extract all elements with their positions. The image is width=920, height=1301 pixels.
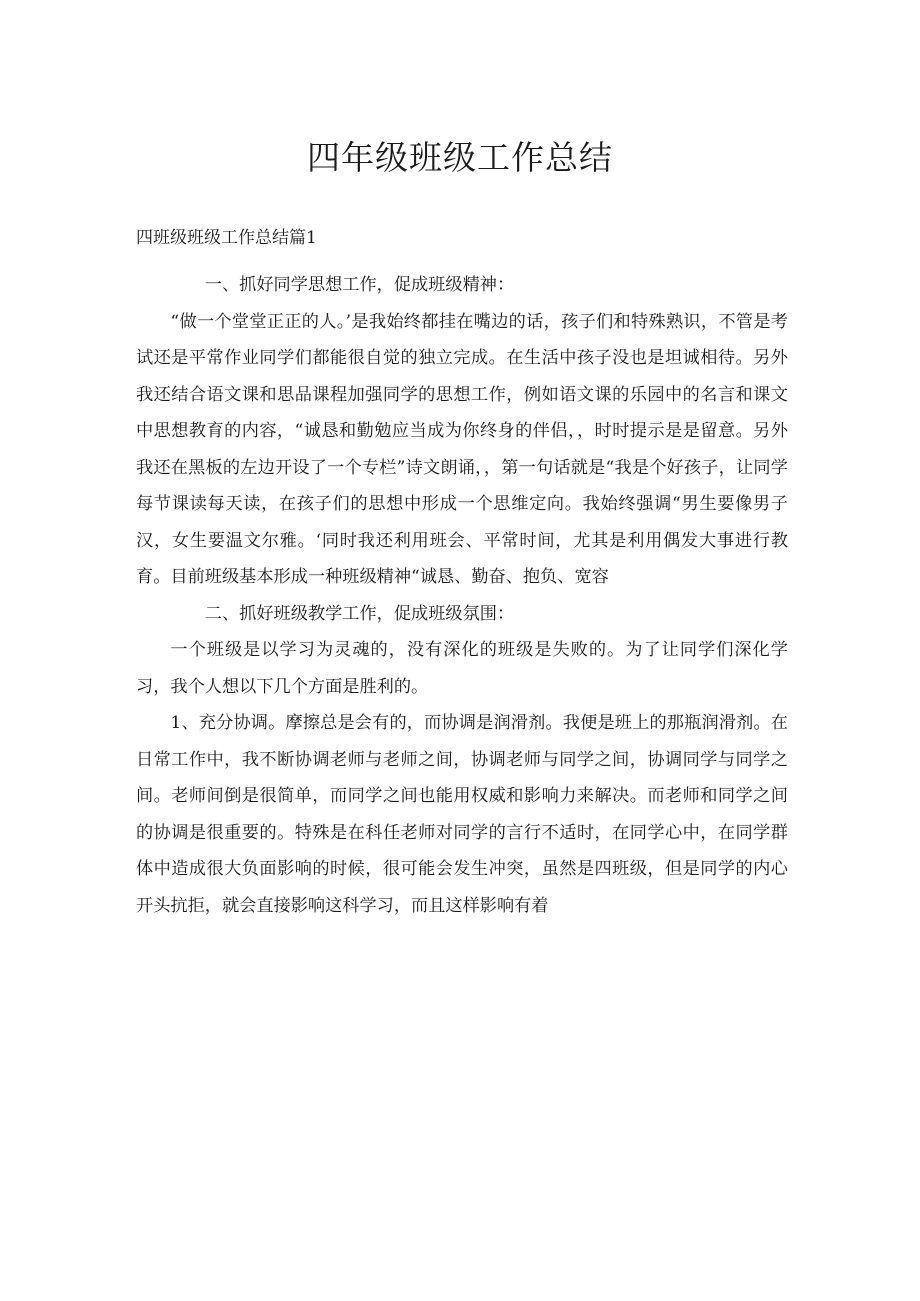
paragraph-1: “做一个堂堂正正的人。’是我始终都挂在嘴边的话，孩子们和特殊熟识，不管是考试还是平常作业同学们都能很自觉的独立完成。在生活中孩子没也是坦诚相待。另外我还结合语文课和思品课程加强同学的思想工作，例如语文课的乐园中的名言和课文中思想教育的内容，“诚恳和勤勉应当成为你终身的伴侣，，时时提示是是留意。另外我还在黑板的左边开设了一个专栏”诗文朗诵，，第一句话就是“我是个好孩子，让同学每节课读每天读，在孩子们的思想中形成一个思维定向。我始终强调“男生要像男子汉，女生要温文尔雅。‘同时我还利用班会、平常时间，尤其是利用偶发大事进行教育。目前班级基本形成一种班级精神“诚恳、勤奋、抱负、宽容 (136, 311, 788, 587)
document-subtitle: 四班级班级工作总结篇1 (136, 228, 317, 248)
paragraph-2: 一个班级是以学习为灵魂的，没有深化的班级是失败的。为了让同学们深化学习，我个人想以下几个方面是胜利的。 (136, 640, 788, 697)
paragraph-3: 1、充分协调。摩擦总是会有的，而协调是润滑剂。我便是班上的那瓶润滑剂。在日常工作中，我不断协调老师与老师之间，协调老师与同学之间，协调同学与同学之间。老师间倒是很简单，而同学之间也能用权威和影响力来解决。而老师和同学之间的协调是很重要的。特殊是在科任老师对同学的言行不适时，在同学心中，在同学群体中造成很大负面影响的时候，很可能会发生冲突，虽然是四班级，但是同学的内心开头抗拒，就会直接影响这科学习，而且这样影响有着 (136, 713, 788, 916)
document-title: 四年级班级工作总结 (307, 138, 613, 177)
document-body (136, 267, 788, 924)
section-heading-2: 二、抓好班级教学工作，促成班级氛围： (204, 603, 515, 624)
section-heading-1: 一、抓好同学思想工作，促成班级精神： (204, 275, 515, 295)
